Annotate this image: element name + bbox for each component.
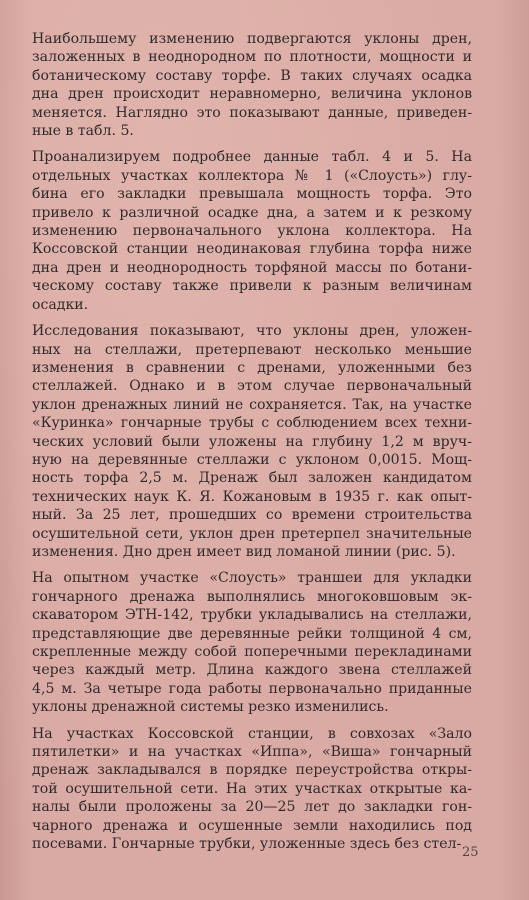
text-line: заложенных в неоднородном по плотности, мощности и [32,49,472,66]
text-line: Наибольшему изменению подвергаются уклоны дрен, [32,31,472,47]
text-line: технических наук К. Я. Кожановым в 1935 г. как опыт- [32,488,472,505]
text-line: осушительной сети, уклон дрен претерпел значительные [32,525,472,542]
text-line: На участках Коссовской станции, в совхозах «Зало [32,725,472,742]
text-line: гончарного дренажа выполнялись многоковшовым эк- [32,588,472,605]
text-line: меняется. Наглядно это показывают данные, приведен- [32,104,472,121]
text-line: чарного дренажа и осушенные земли находились под [32,817,472,834]
text-line: скаватором ЭТН-142, трубки укладывались на стеллажи, [32,607,472,624]
text-line: стеллажей. Однако и в этом случае первоначальный [32,378,472,395]
text-line: «Куринка» гончарные трубы с соблюдением всех техни- [32,415,472,432]
paragraph [32,569,472,716]
text-line: ные в табл. 5. [32,123,134,140]
text-line: ческих условий были уложены на глубину 1,2 м вруч- [32,433,472,450]
text-line: ность торфа 2,5 м. Дренаж был заложен кандидатом [32,470,472,487]
page-number: 25 [462,845,479,860]
text-line: уклоны дренажной системы резко изменились. [32,699,389,716]
text-line: налы были проложены за 20—25 лет до закладки гон- [32,799,472,816]
text-line: Исследования показывают, что уклоны дрен, уложен- [32,323,472,340]
paragraph [32,725,472,854]
text-line: ботаническому составу торфе. В таких случаях осадка [32,67,472,84]
text-line: дренаж закладывался в порядке переустройства откры- [32,762,472,779]
text-line: через каждый метр. Длина каждого звена стеллажей [32,662,472,679]
text-line: изменению первоначального уклона коллектора. На [32,223,472,240]
text-line: ных на стеллажи, претерпевают несколько меньшие [32,341,472,358]
book-page [32,30,479,890]
text-line: пятилетки» и на участках «Иппа», «Виша» гончарный [32,744,472,761]
text-line: той осушительной сети. На этих участках открытые ка- [32,780,472,797]
text-line: ческому составу также привели к разным величинам [32,278,472,295]
text-line: дна дрен происходит неравномерно, величина уклонов [32,86,472,103]
text-line: изменения. Дно дрен имеет вид ломаной линии (рис. 5). [32,543,456,560]
paragraph [32,148,472,314]
text-line: бина его закладки превышала мощность торфа. Это [32,186,472,203]
text-line: ную на деревянные стеллажи с уклоном 0,0015. Мощ- [32,451,472,468]
text-line: представляющие две деревянные рейки толщиной 4 см, [32,625,472,642]
text-line: изменения в сравнении с дренами, уложенными без [32,359,472,376]
text-line: На опытном участке «Слоусть» траншеи для укладки [32,570,472,587]
text-line: Коссовской станции неодинаковая глубина торфа ниже [32,241,472,258]
text-body [32,30,472,853]
text-line: привело к различной осадке дна, а затем и к резкому [32,204,472,221]
text-line: Проанализируем подробнее данные табл. 4 и 5. На [32,149,472,166]
text-line: ный. За 25 лет, прошедших со времени строительства [32,507,472,524]
text-line: скрепленные между собой поперечными перекладинами [32,644,472,660]
text-line: осадки. [32,296,89,313]
text-line: уклон дренажных линий не сохраняется. Так, на участке [32,396,472,413]
text-line: дна дрен и неоднородность торфяной массы по ботани- [32,259,472,276]
paragraph [32,30,472,140]
text-line: посевами. Гончарные трубки, уложенные здесь без стел- [32,836,462,853]
paragraph [32,322,472,561]
text-line: отдельных участках коллектора № 1 («Слоусть») глу- [32,167,472,184]
text-line: 4,5 м. За четыре года работы первоначально приданные [32,680,472,697]
